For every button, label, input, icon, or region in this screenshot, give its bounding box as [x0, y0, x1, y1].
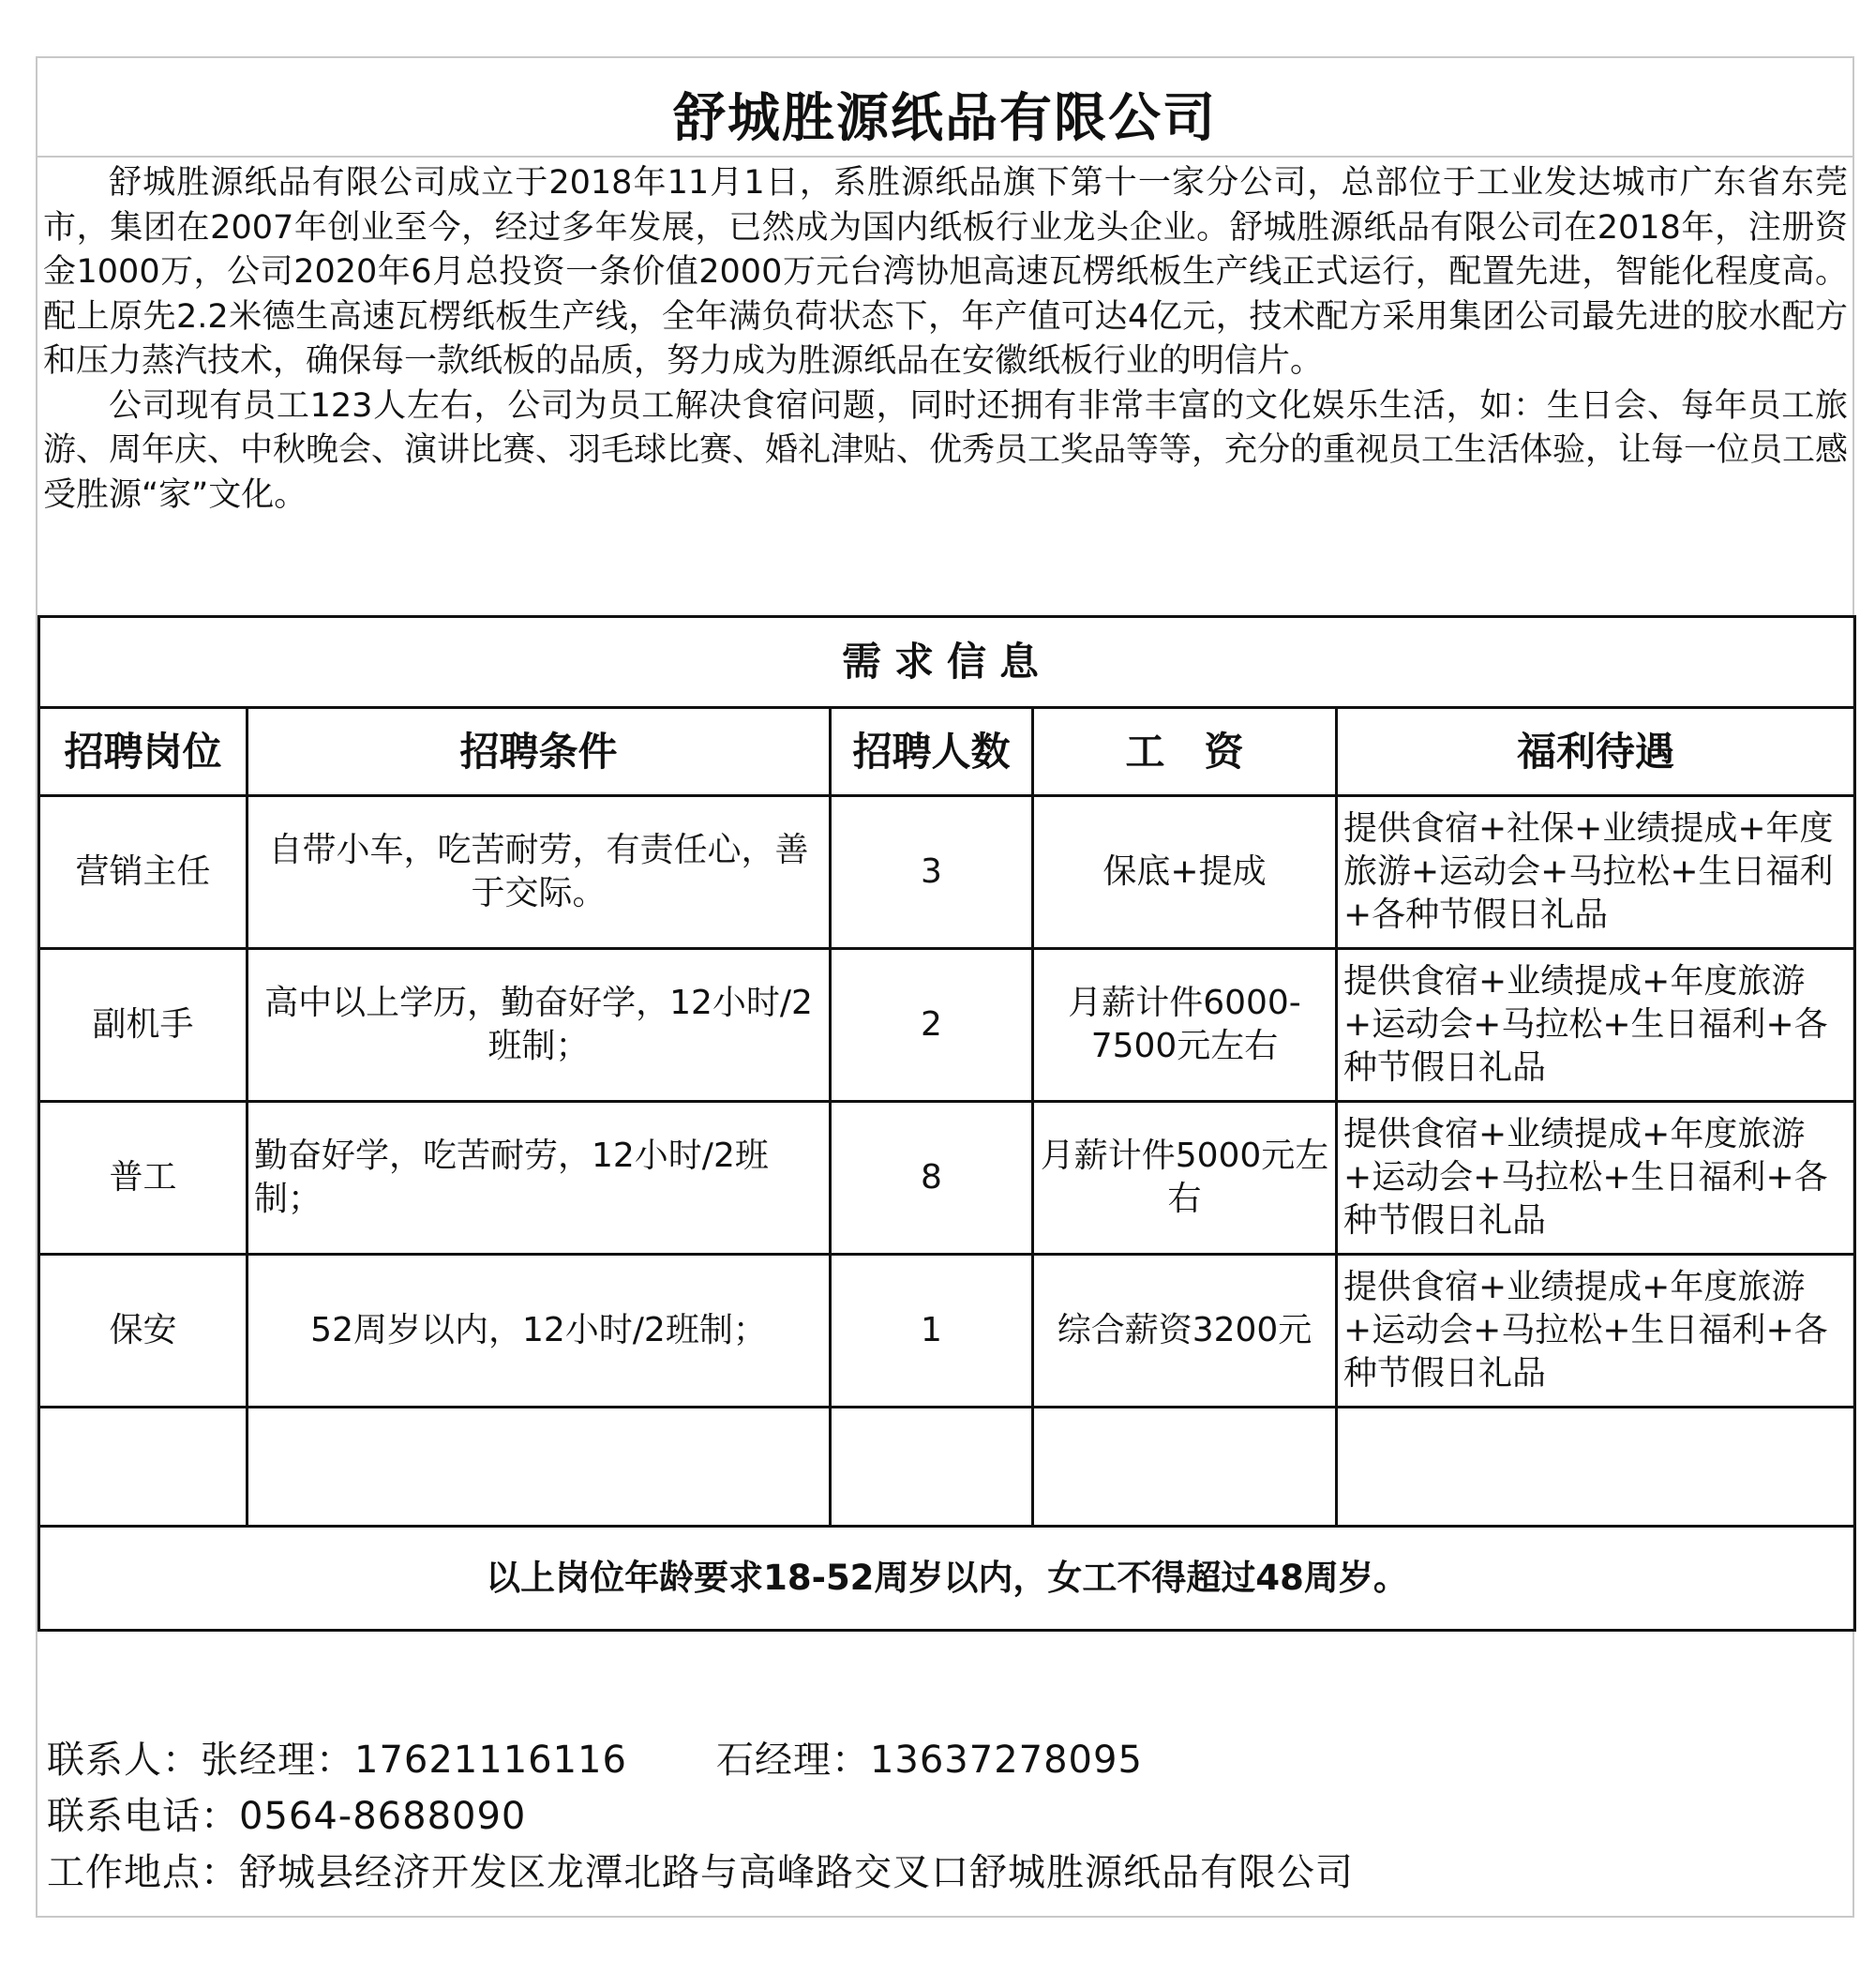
manager-zhang: 张经理：17621116116: [201, 1739, 627, 1782]
cell-salary: 月薪计件5000元左右: [1033, 1102, 1337, 1255]
column-header-count: 招聘人数: [831, 708, 1033, 796]
column-header-benefits: 福利待遇: [1337, 708, 1855, 796]
company-intro: [43, 161, 1848, 518]
phone-number: 0564-8688090: [239, 1795, 527, 1838]
intro-paragraph-1: 舒城胜源纸品有限公司成立于2018年11月1日，系胜源纸品旗下第十一家分公司，总部位于工业发达城市广东省东莞市，集团在2007年创业至今，经过多年发展，已然成为国内纸板行业龙头企业。舒城胜源纸品有限公司在2018年，注册资金1000万，公司2020年6月总投资一条价值2000万元台湾协旭高速瓦楞纸板生产线正式运行，配置先进，智能化程度高。配上原先2.2米德生高速瓦楞纸板生产线，全年满负荷状态下，年产值可达4亿元，技术配方采用集团公司最先进的胶水配方和压力蒸汽技术，确保每一款纸板的品质，努力成为胜源纸品在安徽纸板行业的明信片。: [43, 164, 1848, 380]
cell-requirements: 高中以上学历，勤奋好学，12小时/2班制；: [248, 949, 831, 1102]
cell-benefits: 提供食宿+社保+业绩提成+年度旅游+运动会+马拉松+生日福利+各种节假日礼品: [1337, 796, 1855, 949]
empty-cell: [248, 1408, 831, 1527]
requirements-table: [38, 615, 1856, 1632]
age-requirement-note: 以上岗位年龄要求18-52周岁以内，女工不得超过48周岁。: [39, 1527, 1855, 1631]
cell-position: 营销主任: [39, 796, 248, 949]
intro-paragraph-2: 公司现有员工123人左右，公司为员工解决食宿问题，同时还拥有非常丰富的文化娱乐生活，如：生日会、每年员工旅游、周年庆、中秋晚会、演讲比赛、羽毛球比赛、婚礼津贴、优秀员工奖品等等，充分的重视员工生活体验，让每一位员工感受胜源“家”文化。: [43, 386, 1849, 514]
empty-cell: [831, 1408, 1033, 1527]
phone-label: 联系电话：: [47, 1795, 239, 1838]
column-header-position: 招聘岗位: [39, 708, 248, 796]
empty-cell: [1337, 1408, 1855, 1527]
empty-table-row: [39, 1408, 1855, 1527]
table-row: [39, 796, 1855, 949]
table-row: [39, 1102, 1855, 1255]
cell-requirements: 52周岁以内，12小时/2班制；: [248, 1255, 831, 1408]
contact-person-label: 联系人：: [47, 1739, 201, 1782]
address-label: 工作地点：: [47, 1851, 239, 1894]
contact-phone-line: [47, 1788, 1354, 1845]
contact-info: [47, 1732, 1354, 1901]
empty-cell: [39, 1408, 248, 1527]
cell-benefits: 提供食宿+业绩提成+年度旅游+运动会+马拉松+生日福利+各种节假日礼品: [1337, 1255, 1855, 1408]
cell-benefits: 提供食宿+业绩提成+年度旅游+运动会+马拉松+生日福利+各种节假日礼品: [1337, 1102, 1855, 1255]
cell-count: 3: [831, 796, 1033, 949]
cell-count: 1: [831, 1255, 1033, 1408]
empty-cell: [1033, 1408, 1337, 1527]
cell-requirements: 勤奋好学，吃苦耐劳，12小时/2班制；: [248, 1102, 831, 1255]
column-header-requirements: 招聘条件: [248, 708, 831, 796]
cell-requirements: 自带小车，吃苦耐劳，有责任心，善于交际。: [248, 796, 831, 949]
work-address-line: [47, 1845, 1354, 1901]
table-row: [39, 1255, 1855, 1408]
cell-position: 副机手: [39, 949, 248, 1102]
cell-count: 2: [831, 949, 1033, 1102]
column-header-salary: 工 资: [1033, 708, 1337, 796]
cell-salary: 保底+提成: [1033, 796, 1337, 949]
cell-salary: 综合薪资3200元: [1033, 1255, 1337, 1408]
cell-count: 8: [831, 1102, 1033, 1255]
title-divider: [38, 156, 1852, 158]
company-title: 舒城胜源纸品有限公司: [673, 88, 1217, 149]
contact-person-line: [47, 1732, 1354, 1788]
manager-shi: 石经理：13637278095: [715, 1739, 1143, 1782]
table-heading: 需求信息: [39, 617, 1855, 708]
work-address: 舒城县经济开发区龙潭北路与高峰路交叉口舒城胜源纸品有限公司: [239, 1851, 1354, 1894]
table-row: [39, 949, 1855, 1102]
cell-salary: 月薪计件6000-7500元左右: [1033, 949, 1337, 1102]
cell-benefits: 提供食宿+业绩提成+年度旅游+运动会+马拉松+生日福利+各种节假日礼品: [1337, 949, 1855, 1102]
cell-position: 保安: [39, 1255, 248, 1408]
cell-position: 普工: [39, 1102, 248, 1255]
job-posting-sheet: [36, 56, 1854, 1918]
